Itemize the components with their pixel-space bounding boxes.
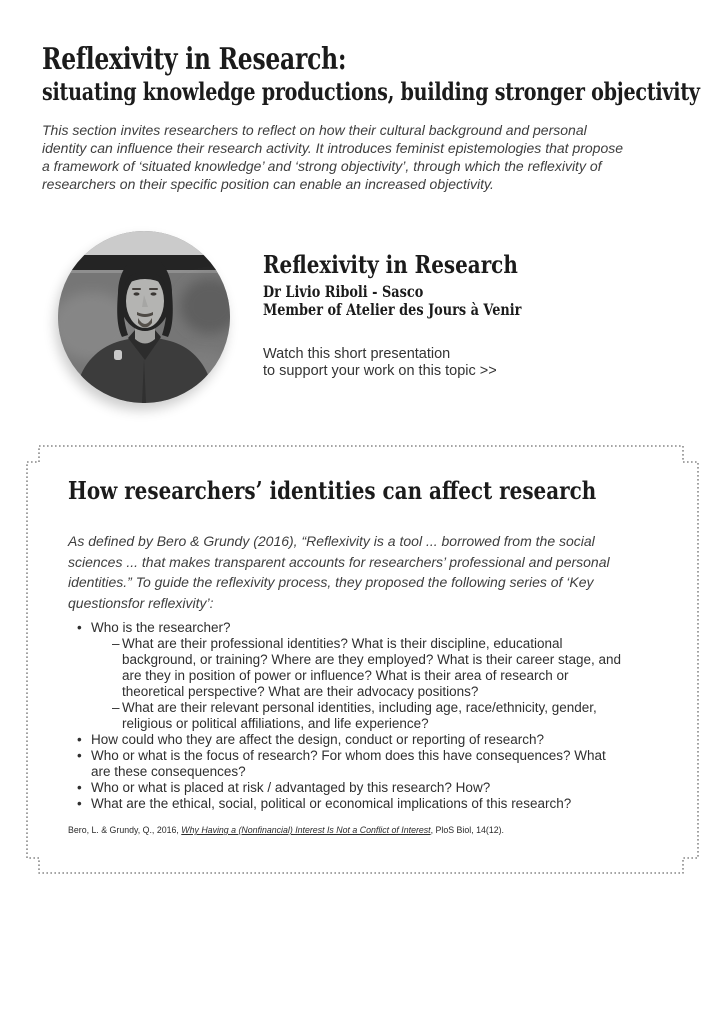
box-intro-paragraph: As defined by Bero & Grundy (2016), “Reflexivity is a tool ... borrowed from the social sciences ... that makes transparent accounts for researchers’ professional and personal identities.” To guide the reflexivity process, they proposed the following series of ‘Key questionsfor reflexivity’: (68, 533, 610, 611)
list-item-text: Who or what is placed at risk / advantaged by this research? How? (91, 780, 491, 795)
watch-presentation-line1: Watch this short presentation (263, 346, 451, 362)
citation-suffix: , PloS Biol, 14(12). (430, 825, 504, 835)
list-item-text: Who is the researcher? (91, 620, 231, 635)
key-questions-box (68, 476, 646, 836)
bullet-marker: • (77, 620, 82, 635)
watch-presentation-line2: to support your work on this topic >> (263, 362, 497, 379)
presenter-portrait-image (58, 231, 230, 403)
presenter-photo (58, 231, 230, 403)
dash-marker: – (112, 636, 120, 651)
list-subitem (112, 636, 627, 700)
list-item (77, 780, 609, 796)
bullet-marker: • (77, 796, 82, 811)
watch-presentation-link[interactable] (263, 346, 497, 379)
citation-prefix: Bero, L. & Grundy, Q., 2016, (68, 825, 182, 835)
bullet-marker: • (77, 748, 82, 763)
reference-citation (68, 825, 646, 836)
dash-marker: – (112, 700, 120, 715)
list-item (77, 796, 609, 812)
section-intro-paragraph: This section invites researchers to reflect on how their cultural background and personal identity can influence their research activity. It introduces feminist epistemologies that propose a framework of ‘situated knowledge’ and ‘strong objectivity’, through which the reflexivity of researchers on their specific position can enable an increased objectivity. (42, 122, 624, 192)
list-item (77, 748, 609, 780)
list-item-text: Who or what is the focus of research? For whom does this have consequences? What are these consequences? (91, 748, 606, 779)
page-title-line2: situating knowledge productions, building stronger objectivity (42, 77, 700, 106)
page-title-line1: Reflexivity in Research: (42, 42, 347, 77)
key-questions-list (68, 620, 646, 812)
box-heading: How researchers’ identities can affect research (68, 476, 597, 505)
bullet-marker: • (77, 780, 82, 795)
list-item-text: What are their professional identities? What is their discipline, educational background, or training? Where are they employed? What is their career stage, and are they in position of power or influence? What is their area of research or theoretical perspective? What are their advocacy positions? (122, 636, 622, 699)
page-title (42, 42, 724, 106)
bullet-marker: • (77, 732, 82, 747)
list-item (77, 620, 609, 636)
list-item-text: What are the ethical, social, political or economical implications of this research? (91, 796, 572, 811)
citation-article-link[interactable]: Why Having a (Nonfinancial) Interest Is Not a Conflict of Interest (181, 825, 431, 835)
presenter-heading: Reflexivity in Research (263, 250, 518, 279)
presenter-affiliation: Member of Atelier des Jours à Venir (263, 300, 522, 319)
list-item-text: What are their relevant personal identities, including age, race/ethnicity, gender, religious or political affiliations, and life experience? (122, 700, 597, 731)
list-item (77, 732, 609, 748)
presenter-info (263, 250, 574, 319)
list-item-text: How could who they are affect the design, conduct or reporting of research? (91, 732, 545, 747)
presenter-name: Dr Livio Riboli - Sasco (263, 282, 424, 301)
list-subitem (112, 700, 627, 732)
